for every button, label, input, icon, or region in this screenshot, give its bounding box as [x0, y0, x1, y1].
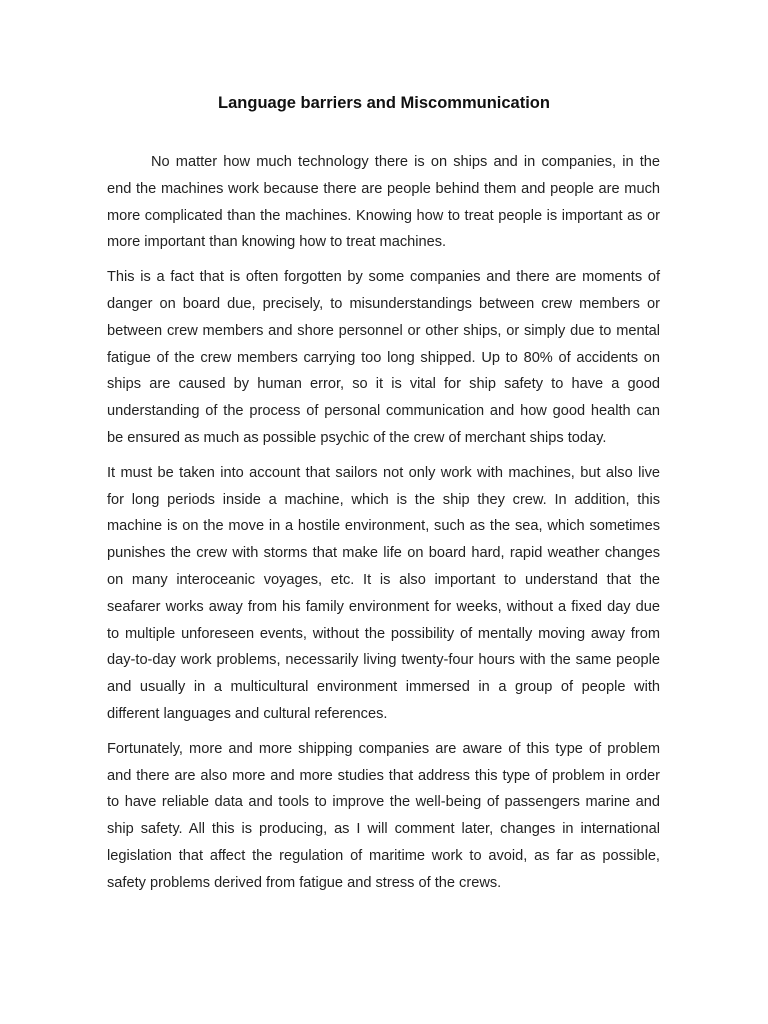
paragraph-4: Fortunately, more and more shipping companies are aware of this type of problem and there are also more and more studies that address this type of problem in order to have reliable data and tools to improve the well-being of passengers marine and ship safety. All this is producing, as I will comment later, changes in international legislation that affect the regulation of maritime work to avoid, as far as possible, safety problems derived from fatigue and stress of the crews. [107, 740, 660, 891]
document-title: Language barriers and Miscommunication [218, 94, 550, 112]
paragraph-1: No matter how much technology there is on ships and in companies, in the end the machines work because there are people behind them and people are much more complicated than the machines. Knowing how to treat people is important as or more important than knowing how to treat machines. [107, 154, 660, 251]
paragraph-2: This is a fact that is often forgotten by some companies and there are moments of danger on board due, precisely, to misunderstandings between crew members or between crew members and shore personnel or other ships, or simply due to mental fatigue of the crew members carrying too long shipped. Up to 80% of accidents on ships are caused by human error, so it is vital for ship safety to have a good understanding of the process of personal communication and how good health can be ensured as much as possible psychic of the crew of merchant ships today. [107, 269, 660, 446]
document-body [107, 149, 660, 905]
paragraph-3: It must be taken into account that sailors not only work with machines, but also live for long periods inside a machine, which is the ship they crew. In addition, this machine is on the move in a hostile environment, such as the sea, which sometimes punishes the crew with storms that make life on board hard, rapid weather changes on many interoceanic voyages, etc. It is also important to understand that the seafarer works away from his family environment for weeks, without a fixed day due to multiple unforeseen events, without the possibility of mentally moving away from day-to-day work problems, necessarily living twenty-four hours with the same people and usually in a multicultural environment immersed in a group of people with different languages and cultural references. [107, 464, 660, 722]
